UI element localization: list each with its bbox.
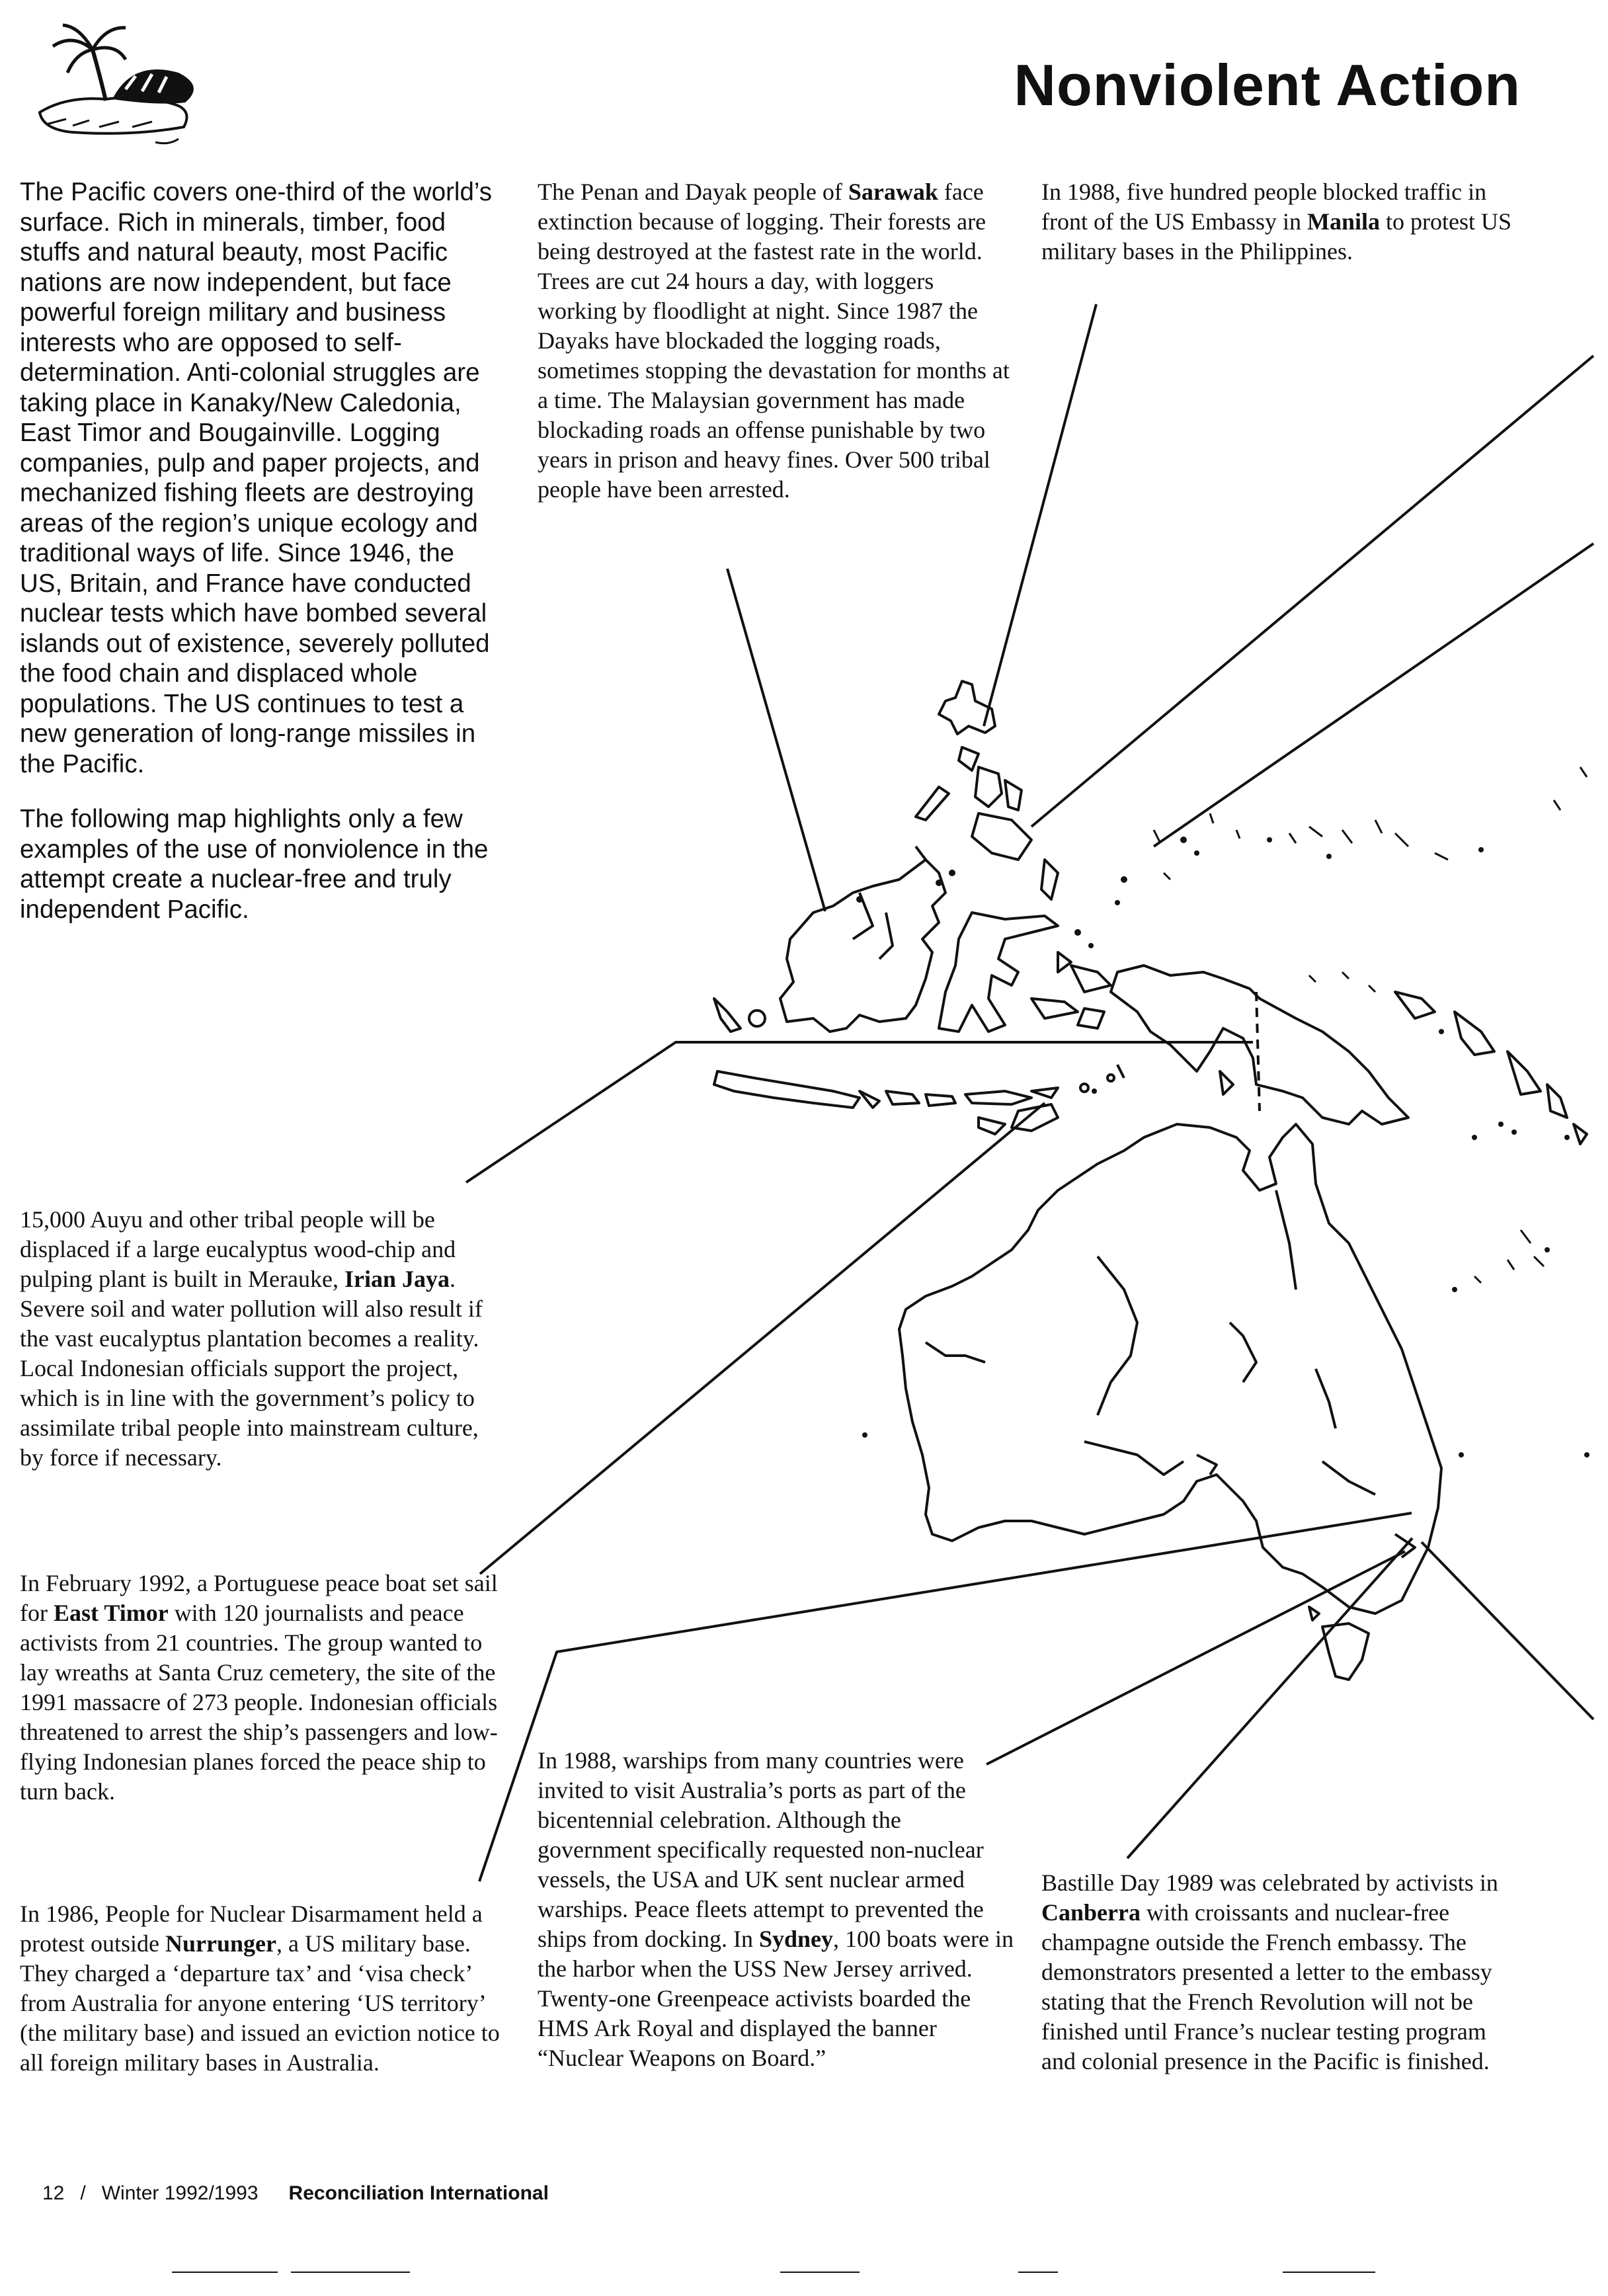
manila-text-after: to protest US military bases in the Philippines. — [1041, 208, 1511, 265]
canberra-place: Canberra — [1041, 1899, 1141, 1926]
intro-paragraph-1: The Pacific covers one-third of the world’s surface. Rich in minerals, timber, food stuffs and natural beauty, most Pacific nations are now independent, but face powerful foreign military and business interests who are opposed to self-determination. Anti-colonial struggles are taking place in Kanaky/New Caledonia, East Timor and Bougainville. Logging companies, pulp and paper projects, and mechanized fishing fleets are destroying areas of the region’s unique ecology and traditional ways of life. Since 1946, the US, Britain, and France have conducted nuclear tests which have bombed several islands out of existence, severely polluted the food chain and displaced whole populations. The US continues to test a new generation of long-range missiles in the Pacific. — [20, 178, 492, 778]
sarawak-text-after: face extinction because of logging. Their forests are being destroyed at the fastest rate in the world. Trees are cut 24 hours a day, with loggers working by floodlight at night. Since 1987 the Dayaks have blockaded the logging roads, sometimes stopping the devastation for months at a time. The Malaysian government has made blockading roads an offense punishable by two years in prison and heavy fines. Over 500 tribal people have been arrested. — [538, 179, 1010, 503]
irian-text-after: . Severe soil and water pollution will also result if the vast eucalyptus plantation becomes a reality. Local Indonesian officials support the project, which is in line with the government’s policy to assimilate tribal people into mainstream culture, by force if necessary. — [20, 1266, 483, 1471]
timor-text-before: In February 1992, a Portuguese peace boat set sail for — [20, 1570, 498, 1626]
intro-paragraph-2: The following map highlights only a few examples of the use of nonviolence in the attempt create a nuclear-free and truly independent Pacific. — [20, 805, 489, 924]
magazine-name: Reconciliation International — [288, 2182, 549, 2204]
canberra-text-after: with croissants and nuclear-free champagne outside the French embassy. The demonstrators presented a letter to the embassy stating that the French Revolution will not be finished until France’s nuclear testing program and colonial presence in the Pacific is finished. — [1041, 1899, 1492, 2074]
page-footer — [42, 2182, 549, 2205]
manila-place: Manila — [1306, 208, 1380, 235]
nurrunger-caption — [20, 1899, 509, 2078]
east-timor-caption — [20, 1569, 509, 1807]
sarawak-place: Sarawak — [848, 179, 938, 205]
manila-text-before: In 1988, five hundred people blocked traffic in front of the US Embassy in — [1041, 179, 1487, 235]
sydney-caption — [538, 1746, 1014, 2073]
sydney-text-after: , 100 boats were in the harbor when the USS New Jersey arrived. Twenty-one Greenpeace activists boarded the HMS Ark Royal and displayed the banner “Nuclear Weapons on Board.” — [538, 1926, 1014, 2071]
timor-place: East Timor — [53, 1600, 169, 1626]
intro-column — [20, 177, 502, 950]
canberra-caption — [1041, 1868, 1517, 2076]
manila-caption — [1041, 177, 1517, 266]
nurrunger-text-before: In 1986, People for Nuclear Disarmament held a protest outside — [20, 1901, 483, 1957]
footer-separator: / — [80, 2182, 86, 2204]
sarawak-caption — [538, 177, 1010, 505]
sarawak-text-before: The Penan and Dayak people of — [538, 179, 848, 205]
irian-text-before: 15,000 Auyu and other tribal people will be displaced if a large eucalyptus wood-chip and pulping plant is built in Merauke, — [20, 1206, 456, 1292]
irian-place: Irian Jaya — [344, 1266, 450, 1292]
sydney-text-before: In 1988, warships from many countries were invited to visit Australia’s ports as part of the bicentennial celebration. Although the government specifically requested non-nuclear vessels, the USA and UK sent nuclear armed warships. Peace fleets attempt to prevented the ships from docking. In — [538, 1747, 984, 1952]
timor-text-after: with 120 journalists and peace activists from 21 countries. The group wanted to lay wreaths at Santa Cruz cemetery, the site of the 1991 massacre of 273 people. Indonesian officials threatened to arrest the ship’s passengers and low-flying Indonesian planes forced the peace ship to turn back. — [20, 1600, 498, 1805]
nurrunger-place: Nurrunger — [165, 1930, 276, 1957]
page-number: 12 — [42, 2182, 65, 2204]
nurrunger-text-after: , a US military base. They charged a ‘departure tax’ and ‘visa check’ from Australia for anyone entering ‘US territory’ (the military base) and issued an eviction notice to all foreign military bases in Australia. — [20, 1930, 500, 2076]
irian-jaya-caption — [20, 1205, 496, 1473]
canberra-text-before: Bastille Day 1989 was celebrated by activists in — [1041, 1869, 1498, 1896]
page-title: Nonviolent Action — [1014, 52, 1521, 118]
sydney-place: Sydney — [758, 1926, 834, 1952]
issue-label: Winter 1992/1993 — [101, 2182, 259, 2204]
